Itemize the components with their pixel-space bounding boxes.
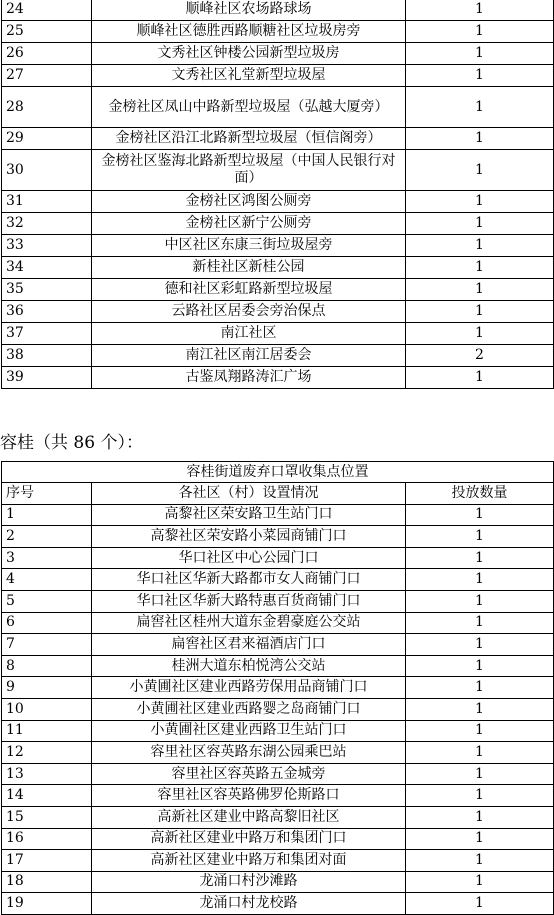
table-row [2,279,554,301]
table-row [2,191,554,213]
row-location: 顺峰社区德胜西路顺糖社区垃圾房旁 [92,21,406,43]
row-location: 扁窖社区桂州大道东金碧豪庭公交站 [92,612,406,634]
row-quantity: 1 [406,526,554,548]
row-number: 19 [2,893,92,915]
row-quantity: 1 [406,785,554,807]
row-location: 德和社区彩虹路新型垃圾屋 [92,279,406,301]
table-row [2,828,554,850]
row-location: 高新社区建业中路万和集团对面 [92,850,406,872]
row-quantity: 1 [406,65,554,87]
row-quantity: 1 [406,569,554,591]
row-location: 高新社区建业中路万和集团门口 [92,828,406,850]
ronggui-collection-points-table [1,461,554,915]
table-row [2,257,554,279]
row-quantity: 1 [406,806,554,828]
row-number: 33 [2,235,92,257]
row-location: 华口社区中心公园门口 [92,547,406,569]
table-row [2,367,554,389]
table-row [2,569,554,591]
row-number: 39 [2,367,92,389]
row-number: 16 [2,828,92,850]
row-quantity: 1 [406,279,554,301]
table-row [2,0,554,21]
row-quantity: 1 [406,742,554,764]
row-location: 龙涌口村沙滩路 [92,871,406,893]
header-quantity: 投放数量 [406,483,554,505]
row-number: 30 [2,150,92,191]
row-number: 1 [2,504,92,526]
row-quantity: 1 [406,504,554,526]
row-number: 17 [2,850,92,872]
table-row [2,21,554,43]
row-location: 古鉴凤翔路涛汇广场 [92,367,406,389]
table-row [2,893,554,915]
row-number: 34 [2,257,92,279]
table-row [2,634,554,656]
row-location: 桂洲大道东柏悦湾公交站 [92,655,406,677]
row-quantity: 1 [406,698,554,720]
row-location: 金榜社区新宁公厕旁 [92,213,406,235]
row-location: 小黄圃社区建业西路婴之岛商铺门口 [92,698,406,720]
row-location: 中区社区东康三街垃圾屋旁 [92,235,406,257]
table-row [2,547,554,569]
row-quantity: 1 [406,191,554,213]
row-quantity: 1 [406,547,554,569]
table-caption-row [2,462,554,483]
table-row [2,612,554,634]
row-location: 华口社区华新大路特惠百货商铺门口 [92,590,406,612]
table-row [2,43,554,65]
row-number: 5 [2,590,92,612]
row-quantity: 1 [406,0,554,21]
row-number: 28 [2,87,92,128]
row-number: 24 [2,0,92,21]
row-number: 14 [2,785,92,807]
row-number: 36 [2,301,92,323]
row-location: 金榜社区凤山中路新型垃圾屋（弘越大厦旁） [92,87,406,128]
row-number: 15 [2,806,92,828]
table-row [2,871,554,893]
row-number: 35 [2,279,92,301]
row-quantity: 1 [406,871,554,893]
table-row [2,785,554,807]
row-location: 金榜社区鸿图公厕旁 [92,191,406,213]
row-number: 13 [2,763,92,785]
row-quantity: 1 [406,87,554,128]
row-location: 高新社区建业中路高黎旧社区 [92,806,406,828]
row-number: 7 [2,634,92,656]
row-location: 容里社区容英路佛罗伦斯路口 [92,785,406,807]
row-number: 8 [2,655,92,677]
section-heading: 容桂（共 86 个）： [0,433,143,453]
table-row [2,655,554,677]
table-row [2,345,554,367]
row-number: 6 [2,612,92,634]
header-location: 各社区（村）设置情况 [92,483,406,505]
row-location: 金榜社区鉴海北路新型垃圾屋（中国人民银行对面） [92,150,406,191]
row-quantity: 1 [406,720,554,742]
row-location: 华口社区华新大路都市女人商铺门口 [92,569,406,591]
row-number: 2 [2,526,92,548]
row-location: 容里社区容英路东湖公园乘巴站 [92,742,406,764]
row-location: 金榜社区沿江北路新型垃圾屋（恒信阁旁） [92,128,406,150]
table-row [2,526,554,548]
row-location: 云路社区居委会旁治保点 [92,301,406,323]
row-number: 18 [2,871,92,893]
table-row [2,850,554,872]
table-row [2,301,554,323]
table-row [2,65,554,87]
table-row [2,720,554,742]
row-number: 25 [2,21,92,43]
row-quantity: 1 [406,128,554,150]
row-number: 32 [2,213,92,235]
row-quantity: 1 [406,235,554,257]
row-quantity: 1 [406,213,554,235]
row-quantity: 1 [406,323,554,345]
row-location: 小黄圃社区建业西路卫生站门口 [92,720,406,742]
table-row [2,213,554,235]
row-location: 新桂社区新桂公园 [92,257,406,279]
row-quantity: 1 [406,367,554,389]
row-location: 高黎社区荣安路卫生站门口 [92,504,406,526]
row-number: 26 [2,43,92,65]
row-location: 南江社区 [92,323,406,345]
row-quantity: 1 [406,850,554,872]
row-quantity: 1 [406,828,554,850]
header-number: 序号 [2,483,92,505]
row-location: 扁窖社区君来福酒店门口 [92,634,406,656]
row-location: 小黄圃社区建业西路劳保用品商铺门口 [92,677,406,699]
row-number: 10 [2,698,92,720]
table-row [2,677,554,699]
table-caption: 容桂街道废弃口罩收集点位置 [2,462,554,483]
table-row [2,235,554,257]
row-number: 38 [2,345,92,367]
row-location: 文秀社区钟楼公园新型垃圾房 [92,43,406,65]
row-quantity: 1 [406,301,554,323]
row-quantity: 1 [406,677,554,699]
row-quantity: 1 [406,612,554,634]
row-quantity: 1 [406,43,554,65]
row-quantity: 1 [406,763,554,785]
row-number: 29 [2,128,92,150]
collection-points-table-continued [1,0,554,389]
row-quantity: 1 [406,655,554,677]
row-location: 高黎社区荣安路小菜园商铺门口 [92,526,406,548]
row-location: 龙涌口村龙校路 [92,893,406,915]
row-location: 顺峰社区农场路球场 [92,0,406,21]
row-number: 37 [2,323,92,345]
table-row [2,128,554,150]
row-number: 11 [2,720,92,742]
table-row [2,698,554,720]
table-row [2,150,554,191]
row-number: 9 [2,677,92,699]
table-row [2,806,554,828]
row-number: 3 [2,547,92,569]
row-quantity: 1 [406,150,554,191]
row-quantity: 1 [406,893,554,915]
table-row [2,763,554,785]
row-quantity: 1 [406,590,554,612]
row-number: 4 [2,569,92,591]
row-location: 容里社区容英路五金城旁 [92,763,406,785]
row-quantity: 1 [406,634,554,656]
row-location: 文秀社区礼堂新型垃圾屋 [92,65,406,87]
table-row [2,742,554,764]
row-quantity: 1 [406,257,554,279]
row-number: 31 [2,191,92,213]
row-quantity: 2 [406,345,554,367]
table-header-row [2,483,554,505]
table-row [2,323,554,345]
row-number: 12 [2,742,92,764]
table-row [2,590,554,612]
row-quantity: 1 [406,21,554,43]
table-row [2,87,554,128]
row-number: 27 [2,65,92,87]
row-location: 南江社区南江居委会 [92,345,406,367]
table-row [2,504,554,526]
